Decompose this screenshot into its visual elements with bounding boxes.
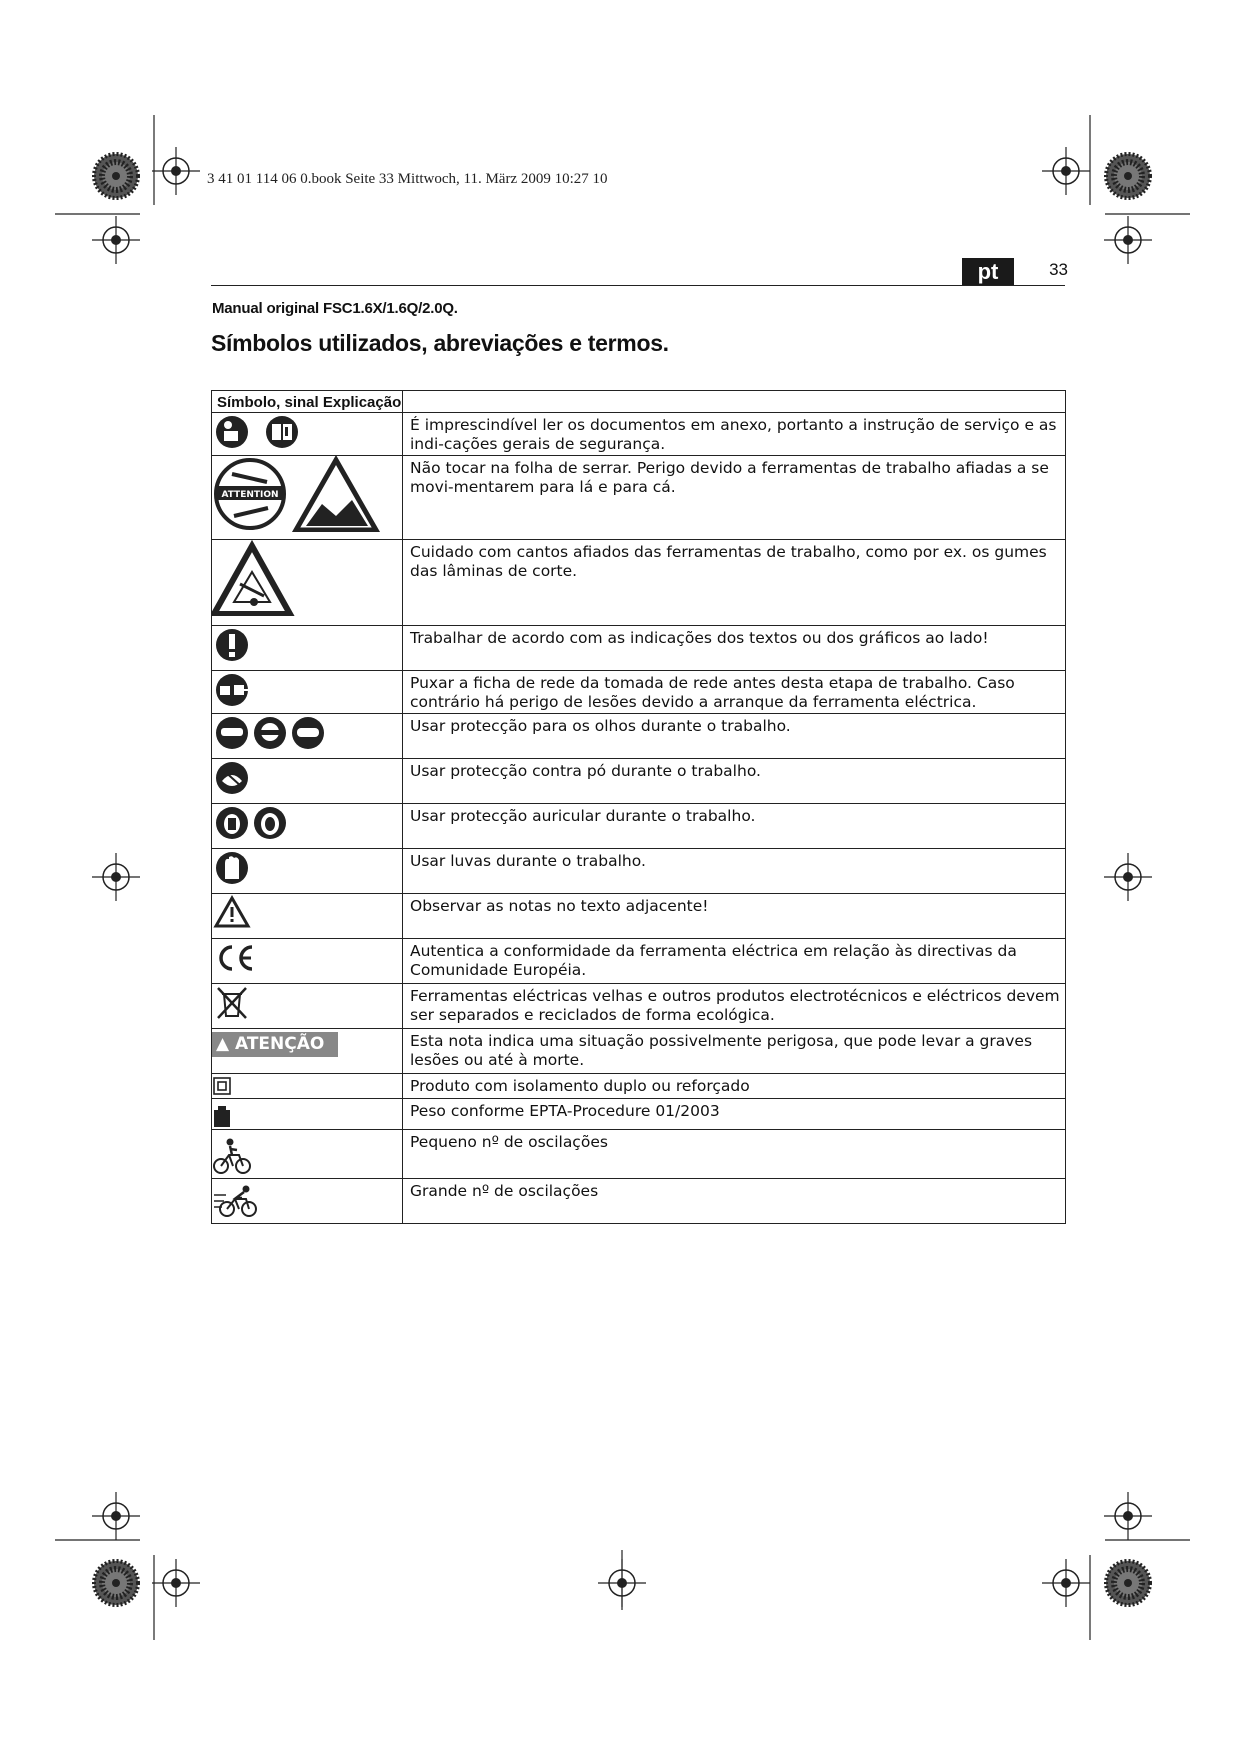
dust-mask-icon: [212, 759, 392, 795]
general-warning-icon: [212, 894, 392, 930]
table-row: [212, 984, 1066, 1029]
row-text: Usar protecção auricular durante o trabalho.: [410, 807, 756, 825]
ce-mark-icon: [212, 939, 392, 975]
page-number: 33: [1049, 260, 1068, 279]
row-text: É imprescindível ler os documentos em anexo, portanto a instrução de serviço e as indi-cações gerais de segurança.: [410, 416, 1057, 453]
row-text: Grande nº de oscilações: [410, 1182, 599, 1200]
row-text: Pequeno nº de oscilações: [410, 1133, 608, 1151]
table-row: [212, 714, 1066, 759]
svg-text:ATTENTION: ATTENTION: [221, 490, 279, 500]
row-text: Ferramentas eléctricas velhas e outros produtos electrotécnicos e eléctricos devem ser separados e reciclados de forma ecológica.: [410, 987, 1060, 1024]
book-info-line: 3 41 01 114 06 0.book Seite 33 Mittwoch, 11. März 2009 10:27 10: [207, 171, 608, 187]
table-row: [212, 456, 1066, 540]
table-row: [212, 413, 1066, 456]
table-row: [212, 1179, 1066, 1224]
table-row: [212, 804, 1066, 849]
row-text: Autentica a conformidade da ferramenta eléctrica em relação às directivas da Comunidade Européia.: [410, 942, 1017, 979]
table-row: [212, 540, 1066, 626]
manual-subtitle: Manual original FSC1.6X/1.6Q/2.0Q.: [212, 300, 458, 317]
row-text: Produto com isolamento duplo ou reforçado: [410, 1077, 750, 1095]
page-title: Símbolos utilizados, abreviações e termos.: [211, 330, 669, 356]
ear-protection-icons: [212, 804, 392, 840]
row-text: Não tocar na folha de serrar. Perigo devido a ferramentas de trabalho afiadas a se movi-mentarem para lá e para cá.: [410, 459, 1049, 496]
table-row: [212, 894, 1066, 939]
header-rule: [211, 285, 1065, 286]
language-tab: pt: [962, 258, 1014, 285]
row-text: Esta nota indica uma situação possivelmente perigosa, que pode levar a graves lesões ou até à morte.: [410, 1032, 1033, 1069]
row-text: Puxar a ficha de rede da tomada de rede antes desta etapa de trabalho. Caso contrário há perigo de lesões devido a arranque da ferramenta eléctrica.: [410, 674, 1015, 711]
table-row: [212, 1099, 1066, 1130]
double-insulation-icon: [212, 1076, 392, 1096]
mandatory-action-icon: [212, 626, 392, 662]
slow-cyclist-icon: [212, 1138, 392, 1174]
atencao-badge: [212, 1032, 338, 1057]
row-text: Peso conforme EPTA-Procedure 01/2003: [410, 1102, 720, 1120]
unplug-icon: [212, 671, 392, 707]
blade-attention-icons: [212, 456, 392, 532]
sharp-edge-warning-icon: [212, 540, 392, 616]
symbols-table: [211, 390, 1066, 1224]
table-row: [212, 939, 1066, 984]
weight-icon: [212, 1105, 392, 1127]
fast-cyclist-icon: [212, 1185, 392, 1219]
weee-bin-icon: [212, 984, 392, 1020]
row-text: Cuidado com cantos afiados das ferramentas de trabalho, como por ex. os gumes das lâminas de corte.: [410, 543, 1047, 580]
row-text: Usar protecção para os olhos durante o trabalho.: [410, 717, 791, 735]
table-row: [212, 626, 1066, 671]
row-text: Observar as notas no texto adjacente!: [410, 897, 709, 915]
table-row: [212, 759, 1066, 804]
row-text: Usar luvas durante o trabalho.: [410, 852, 646, 870]
badge-text: ATENÇÃO: [235, 1034, 325, 1054]
table-row: [212, 1074, 1066, 1099]
column-header: Símbolo, sinal Explicação: [217, 394, 402, 411]
table-row: [212, 1130, 1066, 1179]
table-header-row: [212, 391, 1066, 413]
warning-triangle-icon: ▲: [216, 1034, 230, 1054]
row-text: Usar protecção contra pó durante o trabalho.: [410, 762, 761, 780]
table-row: [212, 671, 1066, 714]
table-row: [212, 1029, 1066, 1074]
read-manual-icons: [212, 413, 392, 449]
table-row: [212, 849, 1066, 894]
gloves-icon: [212, 849, 392, 885]
row-text: Trabalhar de acordo com as indicações dos textos ou dos gráficos ao lado!: [410, 629, 989, 647]
eye-protection-icons: [212, 714, 392, 750]
